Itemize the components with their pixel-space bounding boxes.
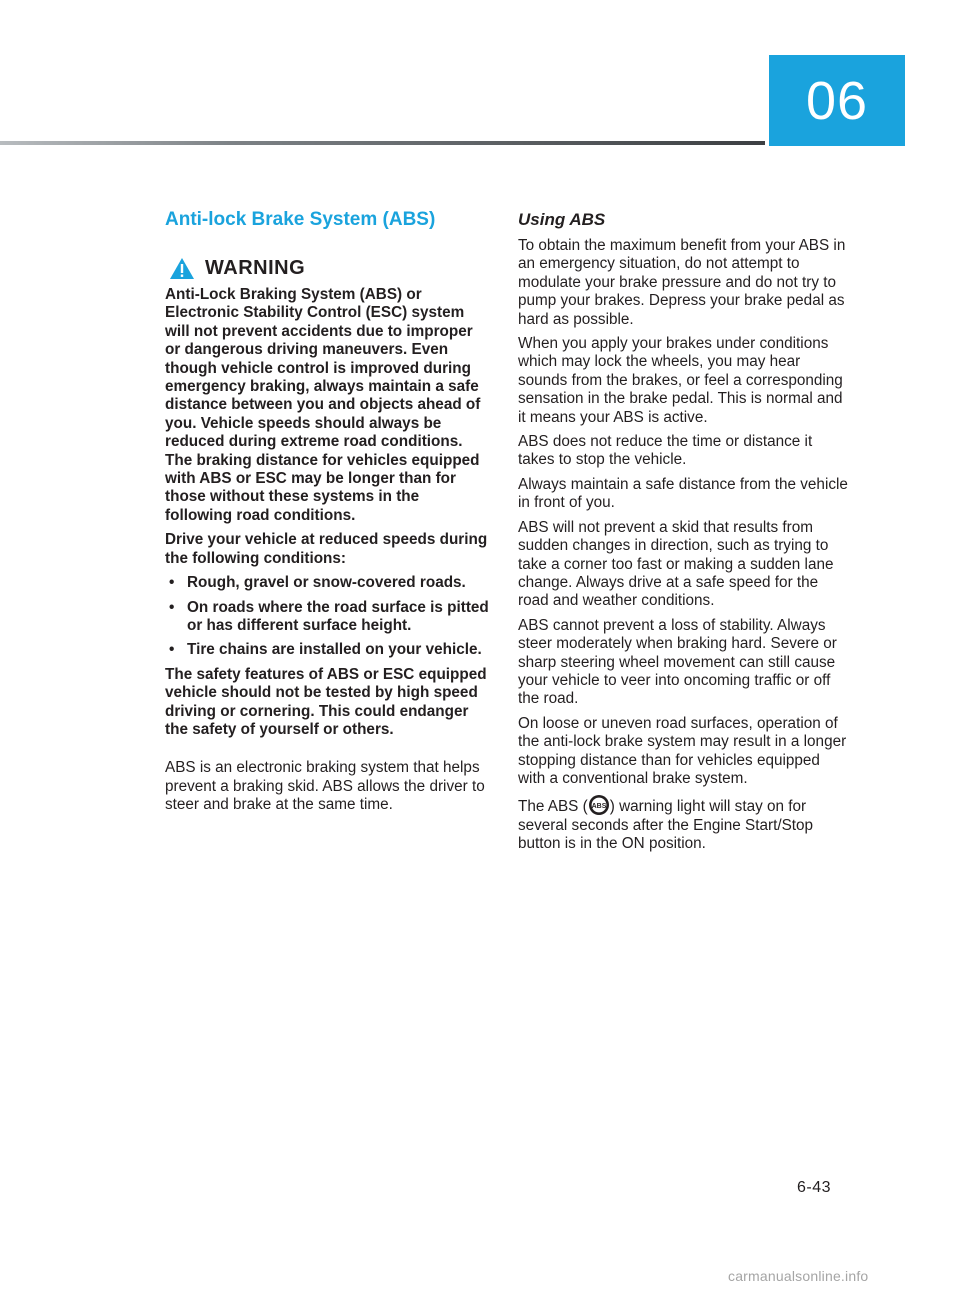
warning-conditions-list (165, 574, 490, 660)
section-title: Anti-lock Brake System (ABS) (165, 209, 436, 230)
body-paragraph: ABS cannot prevent a loss of stability. Always steer moderately when braking hard. Severe or sharp steering wheel movement can still cause your vehicle to veer into oncoming traffic or off the road. (518, 616, 837, 708)
warning-paragraph: Anti-Lock Braking System (ABS) or Electronic Stability Control (ESC) system will not prevent accidents due to improper or dangerous driving maneuvers. Even though vehicle control is improved during emergency braking, always maintain a safe distance between you and objects ahead of you. Vehicle speeds should always be reduced during extreme road conditions. The braking distance for vehicles equipped with ABS or ESC may be longer than for those without these systems in the following road conditions. (165, 286, 481, 524)
body-paragraph: When you apply your brakes under conditions which may lock the wheels, you may hear sounds from the brakes, or feel a corresponding sensation in the brake pedal. This is normal and it means your ABS is active. (518, 335, 843, 426)
body-paragraph: ABS will not prevent a skid that results from sudden changes in direction, such as trying to take a corner too fast or making a sudden lane change. Always drive at a safe speed for the road and weather conditions. (518, 518, 834, 610)
watermark: carmanualsonline.info (728, 1268, 869, 1284)
body-paragraph: Always maintain a safe distance from the vehicle in front of you. (518, 475, 848, 512)
list-item: • Rough, gravel or snow-covered roads. (169, 574, 466, 592)
list-item: • Tire chains are installed on your vehicle. (169, 641, 482, 659)
warning-paragraph: Drive your vehicle at reduced speeds during the following conditions: (165, 531, 488, 567)
abs-warning-light-icon (588, 794, 610, 816)
warning-paragraph: The safety features of ABS or ESC equipped vehicle should not be tested by high speed driving or cornering. This could endanger the safety of yourself or others. (165, 665, 487, 738)
chapter-tab (769, 55, 905, 146)
chapter-number: 06 (805, 70, 869, 131)
page-number: 6-43 (797, 1179, 832, 1196)
list-item: • On roads where the road surface is pitted or has different surface height. (169, 598, 489, 634)
abs-intro-paragraph: ABS is an electronic braking system that helps prevent a braking skid. ABS allows the driver to steer and brake at the same time. (165, 759, 485, 814)
left-column (165, 205, 490, 821)
svg-text:ABS: ABS (591, 803, 607, 811)
bullet-icon: • (169, 641, 175, 659)
body-paragraph: ABS does not reduce the time or distance it takes to stop the vehicle. (518, 433, 813, 469)
abs-warning-light-paragraph: The ABS ( ABS ) warning light will stay on for several seconds after the Engine Start/Stop button is in the ON position. (518, 794, 848, 853)
bullet-icon: • (169, 574, 175, 592)
right-column (518, 205, 848, 860)
warning-title: WARNING (205, 257, 306, 279)
body-paragraph: To obtain the maximum benefit from your ABS in an emergency situation, do not attempt to modulate your brake pressure and do not try to pump your brakes. Depress your brake pedal as hard as possible. (518, 237, 846, 328)
bullet-icon: • (169, 598, 175, 616)
body-paragraph: On loose or uneven road surfaces, operation of the anti-lock brake system may result in a longer stopping distance than for vehicles equipped with a conventional brake system. (518, 714, 847, 787)
subsection-title: Using ABS (518, 210, 606, 229)
warning-triangle-icon (169, 257, 195, 280)
header-rule (0, 141, 765, 145)
warning-header (165, 257, 490, 280)
